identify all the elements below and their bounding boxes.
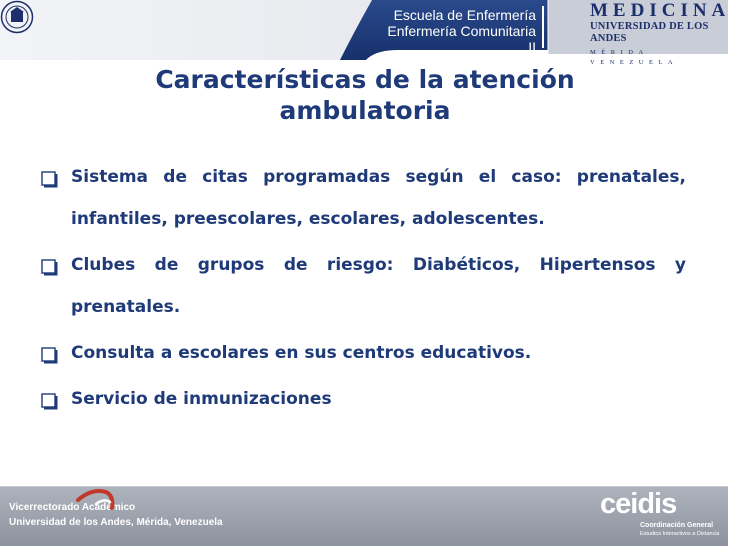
header-banner — [0, 0, 730, 66]
bullet-item — [44, 244, 686, 328]
header-school — [376, 7, 536, 55]
checkbox-bullet-icon — [41, 393, 58, 410]
bullet-list — [44, 156, 686, 420]
header-divider — [542, 6, 544, 48]
bullet-text: Clubes de grupos de riesgo: Diabéticos, Hipertensos y prenatales. — [71, 255, 686, 317]
bullet-item — [44, 378, 686, 420]
slide-title-line1: Características de la atención — [155, 65, 575, 94]
bullet-text: Sistema de citas programadas según el caso: prenatales, infantiles, preescolares, escolares, adolescentes. — [71, 167, 686, 229]
checkbox-bullet-icon — [41, 171, 58, 188]
university-seal-icon — [0, 0, 34, 34]
bullet-item — [44, 156, 686, 240]
bullet-item — [44, 332, 686, 374]
header-medicina: MEDICINA — [590, 0, 730, 21]
header-city: MÉRIDA VENEZUELA — [590, 49, 679, 66]
bullet-text: Consulta a escolares en sus centros educativos. — [71, 343, 532, 363]
header-school-line1: Escuela de Enfermería — [393, 7, 536, 23]
header-university: UNIVERSIDAD DE LOS ANDES — [590, 21, 709, 44]
header-medicina-block — [590, 0, 730, 68]
footer-line2: Universidad de los Andes, Mérida, Venezuela — [9, 517, 223, 528]
slide-title-line2: ambulatoria — [279, 96, 451, 125]
header-school-line2: Enfermería Comunitaria II — [387, 23, 536, 55]
bullet-text: Servicio de inmunizaciones — [71, 389, 332, 409]
footer-banner — [0, 486, 728, 546]
footer-line1: Vicerrectorado Académico — [9, 502, 136, 513]
ceidis-logo-icon — [0, 486, 130, 546]
checkbox-bullet-icon — [41, 347, 58, 364]
footer-brand: ceidis — [600, 488, 677, 520]
footer-brand-sub2: Estudios Interactivos a Distancia — [640, 531, 720, 537]
slide-title — [60, 64, 670, 126]
footer-brand-sub1: Coordinación General — [640, 522, 714, 529]
checkbox-bullet-icon — [41, 259, 58, 276]
